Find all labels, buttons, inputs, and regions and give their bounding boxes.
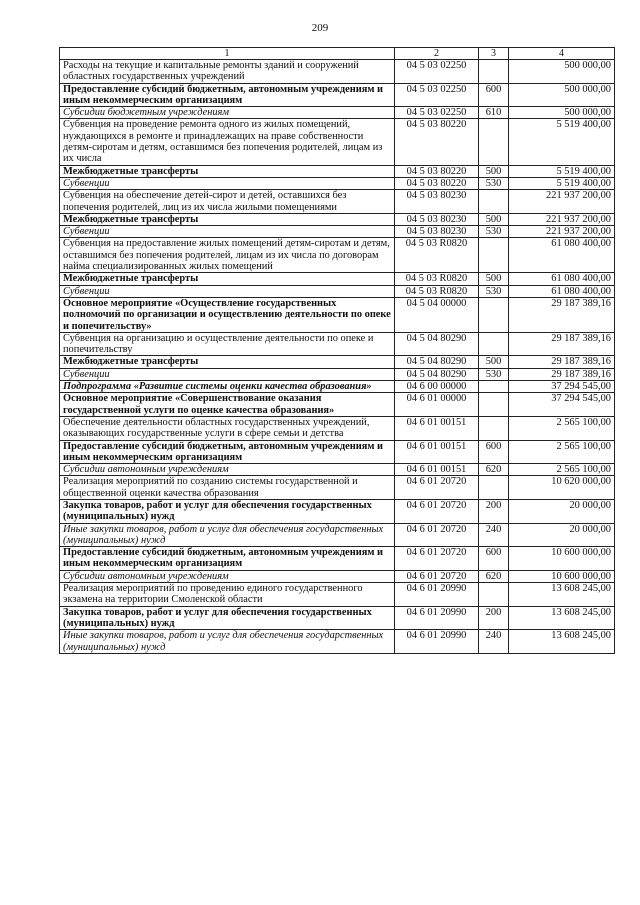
table-row — [60, 440, 615, 464]
table-row — [60, 416, 615, 440]
row-code: 04 5 03 80220 — [395, 165, 479, 177]
table-row — [60, 547, 615, 571]
row-amount: 500 000,00 — [509, 83, 615, 107]
row-code: 04 5 03 80220 — [395, 119, 479, 165]
row-expense-type — [479, 332, 509, 356]
row-expense-type: 240 — [479, 630, 509, 654]
row-code: 04 6 01 20720 — [395, 476, 479, 500]
row-code: 04 6 01 20720 — [395, 570, 479, 582]
row-expense-type: 200 — [479, 606, 509, 630]
table-row — [60, 332, 615, 356]
row-expense-type — [479, 381, 509, 393]
row-name: Реализация мероприятий по созданию системы государственной и общественной оценки качества образования — [60, 476, 395, 500]
row-name: Субсидии автономным учреждениям — [60, 570, 395, 582]
row-expense-type: 240 — [479, 523, 509, 547]
row-name: Обеспечение деятельности областных государственных учреждений, оказывающих государственные услуги в сфере семьи и детства — [60, 416, 395, 440]
table-row — [60, 393, 615, 417]
row-amount: 10 620 000,00 — [509, 476, 615, 500]
row-name: Закупка товаров, работ и услуг для обеспечения государственных (муниципальных) нужд — [60, 606, 395, 630]
row-expense-type: 620 — [479, 464, 509, 476]
row-name: Подпрограмма «Развитие системы оценки качества образования» — [60, 381, 395, 393]
table-row — [60, 119, 615, 165]
row-expense-type: 610 — [479, 107, 509, 119]
row-code: 04 6 01 20720 — [395, 523, 479, 547]
row-name: Субвенции — [60, 177, 395, 189]
row-code: 04 5 03 R0820 — [395, 285, 479, 297]
row-name: Предоставление субсидий бюджетным, автономным учреждениям и иным некоммерческим организациям — [60, 440, 395, 464]
row-amount: 2 565 100,00 — [509, 416, 615, 440]
row-expense-type: 500 — [479, 273, 509, 285]
table-row — [60, 499, 615, 523]
row-amount: 29 187 389,16 — [509, 297, 615, 332]
row-name: Расходы на текущие и капитальные ремонты зданий и сооружений областных государственных учреждений — [60, 60, 395, 84]
row-expense-type: 200 — [479, 499, 509, 523]
table-row — [60, 464, 615, 476]
table-row — [60, 238, 615, 273]
row-code: 04 5 04 80290 — [395, 368, 479, 380]
row-amount: 10 600 000,00 — [509, 570, 615, 582]
header-row — [60, 48, 615, 60]
row-code: 04 5 04 80290 — [395, 332, 479, 356]
table-row — [60, 213, 615, 225]
row-amount: 61 080 400,00 — [509, 238, 615, 273]
row-code: 04 6 01 20990 — [395, 606, 479, 630]
row-code: 04 6 01 00151 — [395, 416, 479, 440]
row-code: 04 5 03 R0820 — [395, 273, 479, 285]
table-row — [60, 107, 615, 119]
row-code: 04 5 03 80220 — [395, 177, 479, 189]
table-row — [60, 381, 615, 393]
row-expense-type: 500 — [479, 356, 509, 368]
header-col-1: 1 — [60, 48, 395, 60]
budget-table — [59, 47, 615, 654]
row-name: Межбюджетные трансферты — [60, 356, 395, 368]
row-name: Основное мероприятие «Осуществление государственных полномочий по организации и осуществлению деятельности по опеке и попечительству» — [60, 297, 395, 332]
table-row — [60, 190, 615, 214]
table-row — [60, 60, 615, 84]
row-amount: 221 937 200,00 — [509, 226, 615, 238]
row-amount: 5 519 400,00 — [509, 165, 615, 177]
row-amount: 20 000,00 — [509, 523, 615, 547]
row-expense-type: 530 — [479, 368, 509, 380]
row-amount: 13 608 245,00 — [509, 583, 615, 607]
row-code: 04 5 04 80290 — [395, 356, 479, 368]
row-expense-type — [479, 476, 509, 500]
table-row — [60, 297, 615, 332]
table-row — [60, 630, 615, 654]
row-name: Межбюджетные трансферты — [60, 273, 395, 285]
row-name: Межбюджетные трансферты — [60, 213, 395, 225]
row-amount: 20 000,00 — [509, 499, 615, 523]
row-expense-type — [479, 190, 509, 214]
table-row — [60, 165, 615, 177]
row-expense-type: 620 — [479, 570, 509, 582]
row-amount: 221 937 200,00 — [509, 190, 615, 214]
row-name: Иные закупки товаров, работ и услуг для обеспечения государственных (муниципальных) нужд — [60, 630, 395, 654]
row-name: Иные закупки товаров, работ и услуг для обеспечения государственных (муниципальных) нужд — [60, 523, 395, 547]
row-code: 04 5 03 80230 — [395, 226, 479, 238]
row-code: 04 5 03 R0820 — [395, 238, 479, 273]
row-name: Субвенции — [60, 226, 395, 238]
row-code: 04 5 03 02250 — [395, 83, 479, 107]
row-expense-type — [479, 60, 509, 84]
row-expense-type: 600 — [479, 83, 509, 107]
row-amount: 61 080 400,00 — [509, 285, 615, 297]
row-amount: 10 600 000,00 — [509, 547, 615, 571]
table-row — [60, 285, 615, 297]
row-code: 04 6 00 00000 — [395, 381, 479, 393]
row-code: 04 5 03 02250 — [395, 60, 479, 84]
row-amount: 221 937 200,00 — [509, 213, 615, 225]
row-expense-type — [479, 238, 509, 273]
row-name: Субвенция на обеспечение детей-сирот и детей, оставшихся без попечения родителей, лиц из их числа жилыми помещениями — [60, 190, 395, 214]
row-name: Субвенция на предоставление жилых помещений детям-сиротам и детям, оставшимся без попечения родителей, лицам из их числа по договорам найма специализированных жилых помещений — [60, 238, 395, 273]
row-name: Субвенция на организацию и осуществление деятельности по опеке и попечительству — [60, 332, 395, 356]
row-name: Субсидии бюджетным учреждениям — [60, 107, 395, 119]
row-amount: 29 187 389,16 — [509, 368, 615, 380]
table-row — [60, 523, 615, 547]
row-code: 04 6 01 20720 — [395, 499, 479, 523]
row-amount: 500 000,00 — [509, 107, 615, 119]
table-row — [60, 273, 615, 285]
row-code: 04 6 01 20990 — [395, 630, 479, 654]
header-col-4: 4 — [509, 48, 615, 60]
row-amount: 13 608 245,00 — [509, 630, 615, 654]
row-expense-type — [479, 416, 509, 440]
row-name: Реализация мероприятий по проведению единого государственного экзамена на территории Смоленской области — [60, 583, 395, 607]
table-row — [60, 226, 615, 238]
table-row — [60, 368, 615, 380]
row-code: 04 6 01 00151 — [395, 440, 479, 464]
row-code: 04 6 01 00151 — [395, 464, 479, 476]
table-row — [60, 356, 615, 368]
row-expense-type — [479, 583, 509, 607]
row-code: 04 5 03 02250 — [395, 107, 479, 119]
table-row — [60, 177, 615, 189]
row-name: Межбюджетные трансферты — [60, 165, 395, 177]
row-name: Основное мероприятие «Совершенствование оказания государственной услуги по оценке качества образования» — [60, 393, 395, 417]
row-amount: 37 294 545,00 — [509, 381, 615, 393]
row-expense-type: 530 — [479, 177, 509, 189]
row-name: Субсидии автономным учреждениям — [60, 464, 395, 476]
page-number: 209 — [311, 22, 329, 34]
row-name: Предоставление субсидий бюджетным, автономным учреждениям и иным некоммерческим организациям — [60, 547, 395, 571]
row-amount: 5 519 400,00 — [509, 177, 615, 189]
row-amount: 61 080 400,00 — [509, 273, 615, 285]
row-amount: 13 608 245,00 — [509, 606, 615, 630]
row-amount: 37 294 545,00 — [509, 393, 615, 417]
table-row — [60, 476, 615, 500]
table-row — [60, 83, 615, 107]
row-expense-type — [479, 393, 509, 417]
row-code: 04 6 01 20720 — [395, 547, 479, 571]
row-amount: 29 187 389,16 — [509, 332, 615, 356]
table-row — [60, 570, 615, 582]
row-amount: 29 187 389,16 — [509, 356, 615, 368]
table-row — [60, 606, 615, 630]
row-amount: 500 000,00 — [509, 60, 615, 84]
row-expense-type: 500 — [479, 165, 509, 177]
row-expense-type: 600 — [479, 440, 509, 464]
row-code: 04 6 01 00000 — [395, 393, 479, 417]
row-code: 04 5 04 00000 — [395, 297, 479, 332]
row-expense-type — [479, 119, 509, 165]
row-amount: 2 565 100,00 — [509, 440, 615, 464]
row-expense-type: 530 — [479, 226, 509, 238]
row-name: Субвенции — [60, 368, 395, 380]
header-col-3: 3 — [479, 48, 509, 60]
table-row — [60, 583, 615, 607]
row-name: Закупка товаров, работ и услуг для обеспечения государственных (муниципальных) нужд — [60, 499, 395, 523]
row-name: Субвенции — [60, 285, 395, 297]
row-expense-type: 600 — [479, 547, 509, 571]
row-code: 04 5 03 80230 — [395, 213, 479, 225]
row-amount: 5 519 400,00 — [509, 119, 615, 165]
row-code: 04 6 01 20990 — [395, 583, 479, 607]
row-expense-type: 530 — [479, 285, 509, 297]
row-name: Предоставление субсидий бюджетным, автономным учреждениям и иным некоммерческим организациям — [60, 83, 395, 107]
header-col-2: 2 — [395, 48, 479, 60]
row-amount: 2 565 100,00 — [509, 464, 615, 476]
row-expense-type: 500 — [479, 213, 509, 225]
row-expense-type — [479, 297, 509, 332]
row-code: 04 5 03 80230 — [395, 190, 479, 214]
row-name: Субвенция на проведение ремонта одного из жилых помещений, нуждающихся в ремонте и принадлежащих на праве собственности детям-сиротам и детям, оставшимся без попечения родителей, лицам из их числа — [60, 119, 395, 165]
